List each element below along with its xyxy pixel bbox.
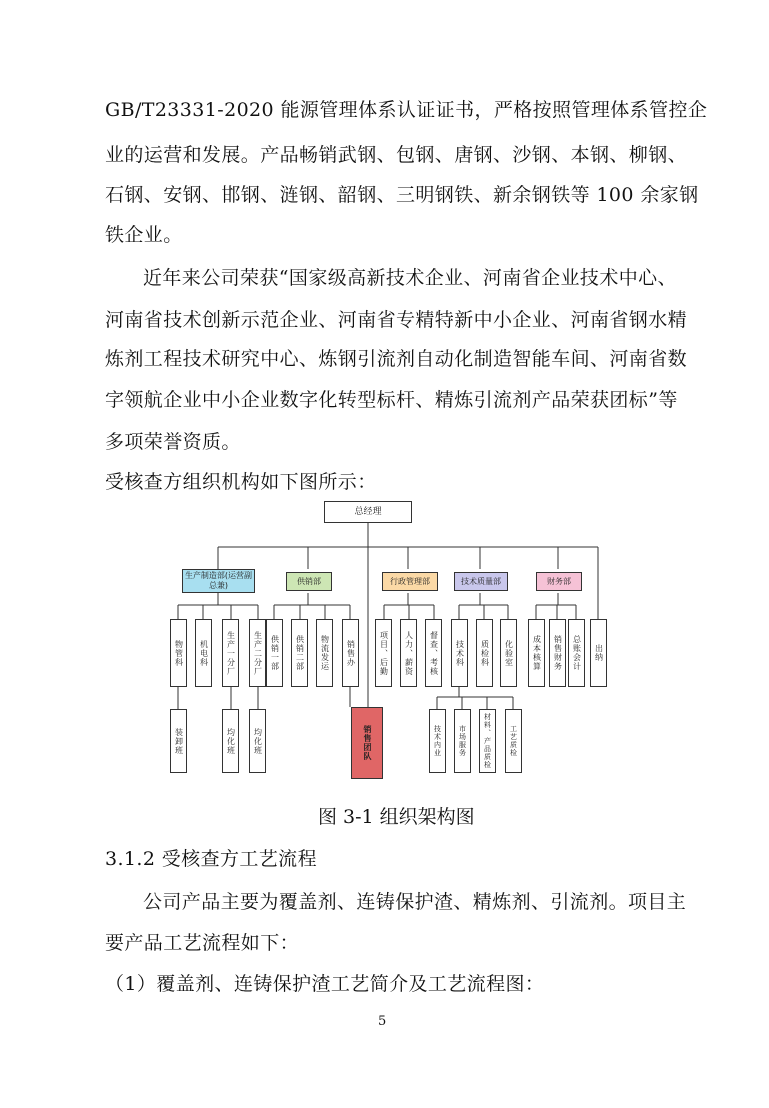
org-unit-plant-2: 生产二分厂 bbox=[249, 619, 266, 687]
org-unit-plant-1: 生产一分厂 bbox=[222, 619, 239, 687]
org-unit-mechanical: 机电科 bbox=[195, 619, 212, 687]
org-unit-sales-2: 供销二部 bbox=[291, 619, 308, 687]
org-unit-sales-finance: 销售财务 bbox=[549, 619, 566, 687]
org-unit-lab: 化验室 bbox=[500, 619, 517, 687]
org-dept-production: 生产制造部(运营副总兼) bbox=[182, 569, 255, 593]
org-unit-inspection: 督查、考核 bbox=[425, 619, 442, 687]
org-unit-technical: 技术科 bbox=[451, 619, 468, 687]
org-dept-supply: 供销部 bbox=[286, 572, 332, 591]
paragraph-line: 石钢、安钢、邯钢、涟钢、韶钢、三明钢铁、新余钢铁等 100 余家钢 bbox=[105, 184, 699, 206]
paragraph-line: 铁企业。 bbox=[105, 224, 183, 246]
org-unit-sales-office: 销售办 bbox=[342, 619, 359, 687]
org-unit-material: 物管科 bbox=[170, 619, 187, 687]
org-sub-homogenize-team-2: 均化班 bbox=[249, 709, 266, 773]
org-dept-finance: 财务部 bbox=[536, 572, 582, 591]
org-sub-homogenize-team-1: 均化班 bbox=[222, 709, 239, 773]
org-sub-process-qc: 工艺质检 bbox=[505, 709, 522, 773]
paragraph-line: 近年来公司荣获“国家级高新技术企业、河南省企业技术中心、 bbox=[143, 267, 677, 289]
org-sub-loading-team: 装卸班 bbox=[170, 709, 187, 773]
paragraph-line: 河南省技术创新示范企业、河南省专精特新中小企业、河南省钢水精 bbox=[105, 309, 688, 331]
org-unit-quality-check: 质检科 bbox=[476, 619, 493, 687]
paragraph-line: （1）覆盖剂、连铸保护渣工艺简介及工艺流程图： bbox=[105, 973, 545, 995]
org-dept-tech-quality: 技术质量部 bbox=[454, 572, 508, 591]
paragraph-line: GB/T23331-2020 能源管理体系认证证书，严格按照管理体系管控企 bbox=[105, 99, 708, 121]
org-unit-logistics: 物流发运 bbox=[316, 619, 333, 687]
paragraph-line: 多项荣誉资质。 bbox=[105, 431, 241, 453]
org-unit-cost-accounting: 成本核算 bbox=[528, 619, 545, 687]
paragraph-line: 业的运营和发展。产品畅销武钢、包钢、唐钢、沙钢、本钢、柳钢、 bbox=[105, 144, 688, 166]
page-number: 5 bbox=[378, 1014, 387, 1029]
org-sub-tech-internal: 技术内业 bbox=[429, 709, 446, 773]
org-unit-projects-logistics: 项目、后勤 bbox=[375, 619, 392, 687]
org-unit-cashier: 出纳 bbox=[590, 619, 607, 687]
org-unit-sales-1: 供销一部 bbox=[266, 619, 283, 687]
paragraph-line: 公司产品主要为覆盖剂、连铸保护渣、精炼剂、引流剂。项目主 bbox=[143, 891, 687, 913]
figure-caption: 图 3-1 组织架构图 bbox=[318, 806, 475, 828]
org-sub-sales-team: 销售团队 bbox=[351, 707, 383, 779]
org-dept-admin: 行政管理部 bbox=[382, 572, 438, 591]
paragraph-line: 要产品工艺流程如下： bbox=[105, 932, 300, 954]
org-root-general-manager: 总经理 bbox=[324, 501, 412, 523]
section-heading: 3.1.2 受核查方工艺流程 bbox=[105, 848, 317, 870]
paragraph-line: 炼剂工程技术研究中心、炼钢引流剂自动化制造智能车间、河南省数 bbox=[105, 348, 688, 370]
org-unit-hr-payroll: 人力、薪资 bbox=[400, 619, 417, 687]
paragraph-line: 受核查方组织机构如下图所示： bbox=[105, 471, 377, 493]
org-unit-general-ledger: 总账会计 bbox=[568, 619, 585, 687]
org-sub-material-product-qc: 材料、产品质检 bbox=[479, 709, 496, 773]
paragraph-line: 字领航企业中小企业数字化转型标杆、精炼引流剂产品荣获团标”等 bbox=[105, 389, 678, 411]
org-chart bbox=[168, 495, 613, 795]
org-sub-market-service: 市场服务 bbox=[454, 709, 471, 773]
